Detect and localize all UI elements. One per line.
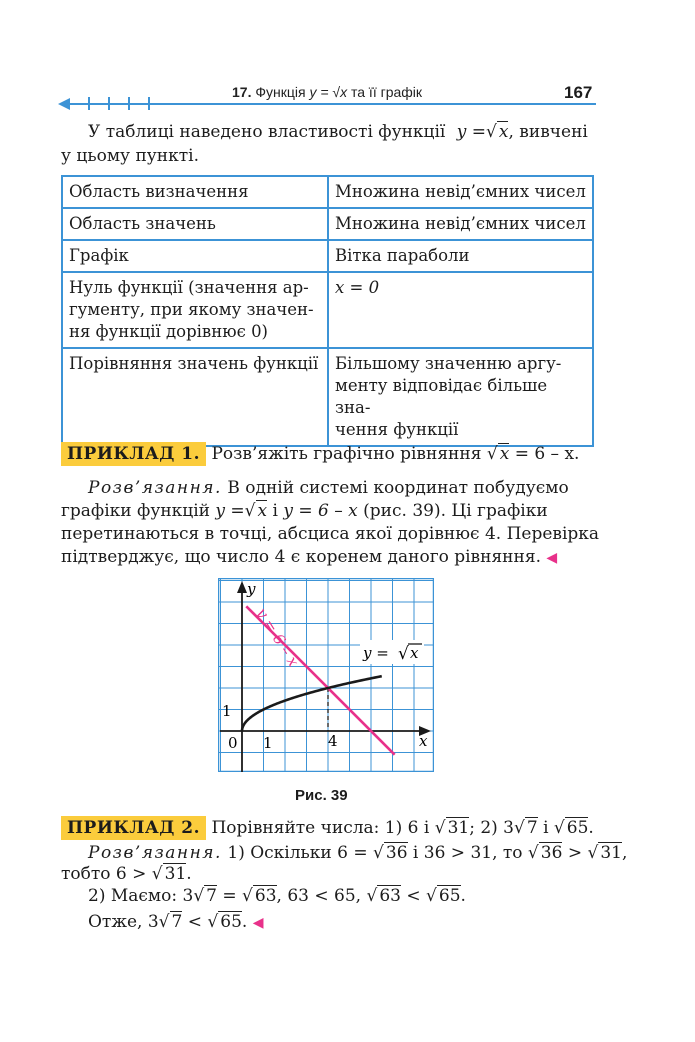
cell-text: Множина невід’ємних чисел <box>335 182 586 201</box>
table-row <box>62 240 593 272</box>
cell-text: менту відповідає більше зна- <box>335 376 548 417</box>
sol-text: > <box>567 843 583 863</box>
intro-line-1: У таблиці наведено властивості функції y =√ x, вивчені <box>88 122 588 142</box>
cell-text: Область визначення <box>69 182 249 201</box>
cell-text: Область значень <box>69 214 216 233</box>
running-header <box>232 84 422 100</box>
intro-formula-rad: x <box>498 122 509 142</box>
curve-label-y: y = <box>363 644 389 662</box>
example-1-sol-line-4 <box>61 546 557 570</box>
sol-text: 2) Маємо: 3 <box>88 886 194 906</box>
sol-rad: 36 <box>385 843 408 863</box>
ex2-text: . <box>588 818 594 838</box>
figure-39 <box>218 578 434 772</box>
sol-rad: 36 <box>540 843 563 863</box>
table-row <box>62 348 593 446</box>
sol-text: і 36 > 31, то <box>412 843 523 863</box>
y-axis-arrow-icon <box>237 581 247 593</box>
ruler-tick <box>128 97 130 110</box>
header-ruler <box>60 103 596 105</box>
tick-x-4: 4 <box>328 732 338 750</box>
x-axis-label: x <box>419 732 428 750</box>
example-1-sol-line-3: перетинаються в точці, абсциса якої дорівнює 4. Перевірка <box>61 524 600 544</box>
ex2-text: Порівняйте числа: 1) 6 і <box>211 818 430 838</box>
page-number: 167 <box>564 83 593 102</box>
sol-text: і <box>272 501 278 521</box>
sol-text: підтверджує, що число 4 є коренем даного рівняння. <box>61 547 541 567</box>
sol-rad: 65 <box>438 886 461 906</box>
sol-rad: 7 <box>171 912 183 932</box>
table-cell-prop <box>62 348 328 446</box>
origin-label: 0 <box>228 734 238 752</box>
ruler-arrow-icon <box>58 98 70 110</box>
tick-y-1: 1 <box>222 702 232 720</box>
example-2-sol-line-2: тобто 6 > √ 31. <box>61 864 192 884</box>
table-cell-val <box>328 348 593 446</box>
sol-text: . <box>186 864 192 884</box>
example-1-eq-tail: = 6 – x. <box>514 444 580 464</box>
sol-text: , <box>621 843 628 863</box>
properties-table <box>61 175 594 447</box>
sol-rad: x <box>257 501 268 521</box>
ex2-rad: 31 <box>447 818 470 838</box>
end-mark-icon: ◀ <box>252 915 264 931</box>
sol-text: (рис. 39). Ці графіки <box>363 501 548 521</box>
end-mark-icon: ◀ <box>546 550 558 566</box>
example-1-sol-line-2: графіки функцій y =√ x і y = 6 – x (рис. 39). Ці графіки <box>61 501 548 521</box>
sol-text: . <box>460 886 466 906</box>
example-2-sol-line-1: Розв’язання. 1) Оскільки 6 = √ 36 і 36 > 31, то √ 36 > √ 31, <box>88 843 628 863</box>
example-2-label: ПРИКЛАД 2. <box>61 816 206 840</box>
section-number: 17. <box>232 84 252 100</box>
sol-rad: 65 <box>220 912 242 932</box>
table-cell-prop <box>62 176 328 208</box>
sol-text: 1) Оскільки 6 = <box>227 843 368 863</box>
ruler-tick <box>108 97 110 110</box>
ex2-text: і <box>543 818 549 838</box>
sol-text: = <box>222 886 237 906</box>
cell-text: Нуль функції (значення ар- <box>69 278 309 297</box>
table-cell-prop <box>62 208 328 240</box>
sol-text: < <box>406 886 421 906</box>
sol-text: Отже, 3 <box>88 912 159 932</box>
y-axis-label: y <box>247 580 256 598</box>
sol-formula: y = <box>215 501 245 521</box>
sol-rad: 31 <box>164 864 187 884</box>
tick-x-1: 1 <box>263 734 273 752</box>
intro-formula-y: y = <box>456 122 487 142</box>
table-cell-prop <box>62 272 328 348</box>
example-2-sol-line-3: 2) Маємо: 3√ 7 = √ 63, 63 < 65, √ 63 < √ 65. <box>88 886 466 906</box>
intro-text: У таблиці наведено властивості функції <box>88 122 446 142</box>
cell-text: x = 0 <box>335 278 380 297</box>
sol-rad: 31 <box>600 843 622 863</box>
cell-text: Графік <box>69 246 129 265</box>
grid-border <box>219 579 434 772</box>
sol-text: . <box>241 912 248 932</box>
sol-text: В одній системі координат побудуємо <box>227 478 569 498</box>
sol-text: , 63 < 65, <box>276 886 362 906</box>
curve-label-rad: x <box>410 644 419 662</box>
cell-text: Більшому значенню аргу- <box>335 354 562 373</box>
intro-line-2: у цьому пункті. <box>61 146 199 166</box>
figure-caption: Рис. 39 <box>295 787 348 804</box>
sqrt-sign-icon: √ <box>398 644 409 664</box>
table-cell-prop <box>62 240 328 272</box>
solution-word: Розв’язання. <box>88 478 222 498</box>
sol-rad: 7 <box>206 886 217 906</box>
cell-text: чення функції <box>335 420 459 439</box>
solution-word: Розв’язання. <box>88 843 222 863</box>
table-cell-val <box>328 240 593 272</box>
intro-tail: , вивчені <box>508 122 588 142</box>
sol-formula: y = 6 – x <box>283 501 358 521</box>
axes <box>220 581 431 772</box>
grid <box>218 578 434 772</box>
table-cell-val <box>328 176 593 208</box>
example-1-heading: ПРИКЛАД 1. Розв’яжіть графічно рівняння √ x = 6 – x. <box>61 443 579 466</box>
table-row <box>62 272 593 348</box>
table-row <box>62 208 593 240</box>
example-1-rad: x <box>499 444 510 464</box>
sol-text: графіки функцій <box>61 501 210 521</box>
table-cell-val <box>328 208 593 240</box>
ruler-tick <box>148 97 150 110</box>
table-cell-val <box>328 272 593 348</box>
example-1-sol-line-1 <box>88 477 569 500</box>
sol-rad: 63 <box>379 886 401 906</box>
series-sqrt-curve <box>242 676 382 731</box>
cell-text: ня функції дорівнює 0) <box>69 322 268 341</box>
section-formula: y = √x <box>309 84 348 100</box>
table-row <box>62 176 593 208</box>
ex2-text: ; 2) 3 <box>469 818 515 838</box>
example-1-label: ПРИКЛАД 1. <box>61 442 206 466</box>
example-2-heading: ПРИКЛАД 2. Порівняйте числа: 1) 6 і √ 31; 2) 3√ 7 і √ 65. <box>61 817 594 840</box>
sol-text: < <box>187 912 202 932</box>
sol-rad: 63 <box>254 886 277 906</box>
cell-text: Вітка параболи <box>335 246 470 265</box>
section-suffix: та її графік <box>351 84 423 100</box>
ruler-tick <box>88 97 90 110</box>
cell-text: Множина невід’ємних чисел <box>335 214 586 233</box>
line-label: y = 6 – x <box>252 604 303 670</box>
section-word: Функція <box>255 84 306 100</box>
example-2-sol-line-4: Отже, 3√ 7 < √ 65. ◀ <box>88 912 264 932</box>
curve-label <box>360 640 424 664</box>
cell-text: Порівняння значень функції <box>69 354 319 373</box>
ex2-rad: 7 <box>526 818 538 838</box>
sol-text: тобто 6 > <box>61 864 147 884</box>
cell-text: гументу, при якому значен- <box>69 300 314 319</box>
ex2-rad: 65 <box>566 818 589 838</box>
example-1-text: Розв’яжіть графічно рівняння <box>211 444 482 464</box>
